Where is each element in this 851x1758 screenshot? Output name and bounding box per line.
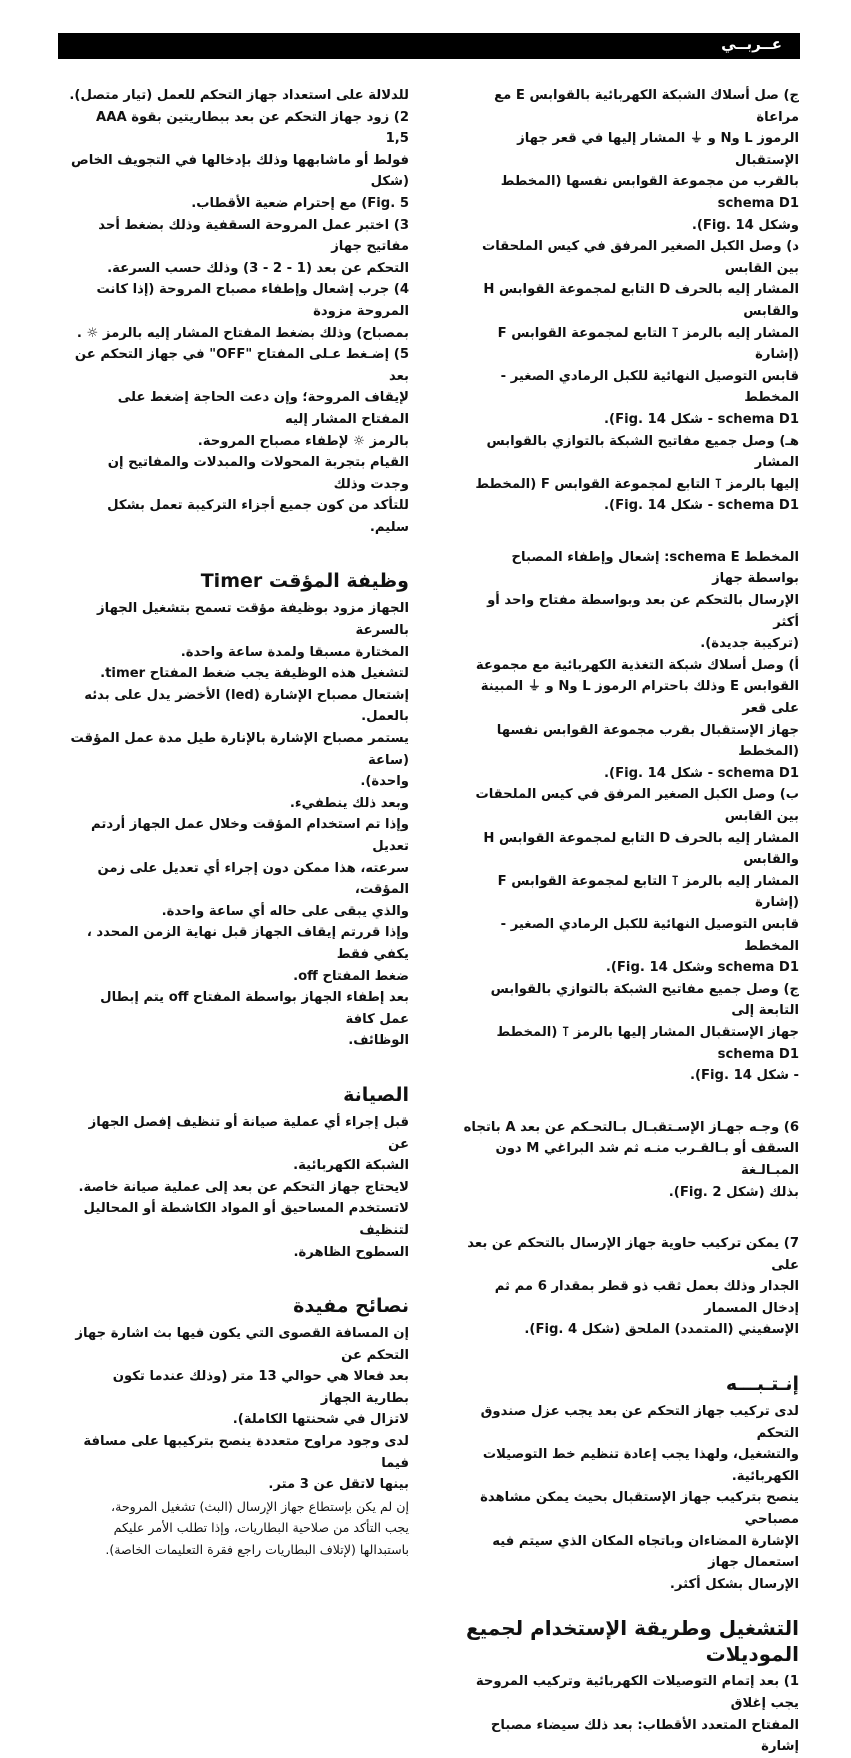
timer-heading: وظيفة المؤقت Timer (200, 570, 409, 593)
text-line: إليها بالرمز ⊺ التابع لمجموعة القوابس F (المخطط (475, 476, 799, 492)
text-line: وإذا تم استخدام المؤقت وخلال عمل الجهاز أردتم تعديل (91, 817, 409, 854)
operation-section (459, 1671, 799, 1757)
text-line: السقف أو بـالقـرب منـه ثم شد البراغي M دون المبـالـغة (495, 1141, 799, 1178)
text-line: 1) بعد إتمام التوصيلات الكهربائية وتركيب المروحة يجب إغلاق (475, 1674, 799, 1711)
attention-heading: إنـتـبـــه (725, 1373, 799, 1396)
text-line: الجدار وذلك بعمل ثقب ذو قطر بمقدار 6 مم ثم إدخال المسمار (494, 1279, 799, 1316)
text-line: schema D1 - شكل Fig. 14). (604, 765, 799, 781)
text-line: الرموز L وN و ⏚ المشار إليها في قعر جهاز الإستقبال (517, 131, 799, 168)
text-line: المفتاح المتعدد الأقطاب: بعد ذلك سيضاء مصباح إشارة (490, 1717, 799, 1755)
text-line: 2) زود جهاز التحكم عن بعد ببطاريتين بقوة AAA 1,5 (96, 109, 409, 147)
text-line: واحدة). (360, 774, 409, 790)
text-line: الإرسال بالتحكم عن بعد وبواسطة مفتاح واحد أو أكثر (487, 593, 799, 630)
text-line: ج) وصل جميع مفاتيح الشبكة بالتوازي بالقوابس التابعة إلى (490, 981, 799, 1019)
text-line: 3) اختبر عمل المروحة السقفية وذلك بضغط أحد مفاتيح جهاز (98, 217, 409, 255)
text-line: باستبدالها (لإتلاف البطاريات راجع فقرة التعليمات الخاصة). (105, 1542, 409, 1558)
text-line: الإسفيني (المتمدد) الملحق (شكل Fig. 4). (524, 1322, 799, 1338)
right-column (459, 85, 799, 1758)
text-line: والذي يبقى على حاله أي ساعة واحدة. (161, 903, 409, 919)
language-label: عــربــي (721, 35, 782, 53)
text-line: لاتزال في شحنتها الكاملة). (232, 1412, 409, 1428)
text-line: 5) إضـغط عـلى المفتاح "OFF" في جهاز التحكم عن بعد (74, 347, 409, 384)
text-line: الإرسال بشكل أكثر. (669, 1576, 799, 1592)
text-line: schema D1 وشكل Fig. 14). (605, 960, 799, 976)
text-line: - شكل Fig. 14). (689, 1068, 799, 1084)
text-line: وشكل Fig. 14). (691, 217, 799, 233)
text-line: ينصح بتركيب جهاز الإستقبال بحيث يمكن مشاهدة مصباحي (480, 1490, 799, 1528)
text-line: بعد فعالا هي حوالي 13 متر (وذلك عندما تكون بطارية الجهاز (112, 1369, 409, 1406)
text-line: 7) يمكن تركيب حاوية جهاز الإرسال بالتحكم عن بعد على (467, 1236, 799, 1273)
text-line: للتأكد من كون جميع أجزاء التركيبة تعمل بشكل سليم. (107, 498, 409, 535)
operation-heading: التشغيل وطريقة الإستخدام لجميع الموديلات (465, 1616, 799, 1667)
text-line: ج) صل أسلاك الشبكة الكهربائية بالقوابس E مع مراعاة (494, 88, 799, 125)
text-line: د) وصل الكبل الصغير المرفق في كيس الملحقات بين القابس (481, 239, 799, 276)
text-line: الشبكة الكهربائية. (293, 1158, 409, 1174)
text-line: بعد إطفاء الجهاز بواسطة المفتاح off يتم إبطال عمل كافة (100, 990, 409, 1027)
text-line: لتشغيل هذه الوظيفة يجب ضغط المفتاح timer. (100, 666, 409, 682)
step-7 (459, 1233, 799, 1341)
text-line: المخطط schema E: إشعال وإطفاء المصباح بواسطة جهاز (511, 549, 799, 587)
text-line: والتشغيل، ولهذا يجب إعادة تنظيم خط التوصيلات (482, 1447, 799, 1463)
text-line: القيام بتجربة المحولات والمبدلات والمفاتيح إن وجدت وذلك (107, 455, 409, 492)
text-line: الإشارة المضاءان وباتجاه المكان الذي سيتم فيه استعمال جهاز (492, 1533, 799, 1571)
tips-section (69, 1323, 409, 1561)
text-line: إن المسافة القصوى التي يكون فيها بث اشارة جهاز التحكم عن (75, 1326, 409, 1363)
text-line: Fig. 5) مع إحترام ضعية الأقطاب. (191, 195, 409, 211)
schema-e-section (459, 547, 799, 1087)
text-line: إشتعال مصباح الإشارة (led) الأخضر يدل على بدئه بالعمل. (84, 687, 409, 725)
step-6 (459, 1117, 799, 1203)
text-line: جهاز الإستقبال المشار إليها بالرمز ⊺ (المخطط schema D1 (496, 1024, 799, 1062)
text-line: (تركيبة جديدة). (700, 636, 799, 652)
maintenance-heading: الصيانة (343, 1083, 409, 1106)
text-line: schema D1 - شكل Fig. 14). (604, 411, 799, 427)
text-line: المشار إليه بالرمز ⊺ التابع لمجموعة القوابس F (إشارة (497, 873, 799, 911)
text-line: للدلالة على استعداد جهاز التحكم للعمل (تيار متصل). (69, 88, 409, 103)
text-line: بمصباح) وذلك بضغط المفتاح المشار إليه بالرمز ☼ . (76, 325, 409, 341)
text-line: لإيقاف المروحة؛ وإن دعت الحاجة إضغط على المفتاح المشار إليه (117, 390, 409, 427)
text-line: سرعته، هذا ممكن دون إجراء أي تعديل على زمن المؤقت، (97, 860, 409, 898)
tips-heading: نصائح مفيدة (293, 1295, 409, 1318)
page-header-bar (58, 33, 800, 59)
text-line: التحكم عن بعد (1 - 2 - 3) وذلك حسب السرعة. (107, 260, 409, 276)
text-line: وبعد ذلك ينطفيء. (289, 795, 409, 811)
connection-steps-d1 (459, 85, 799, 517)
maintenance-section (69, 1112, 409, 1263)
text-line: لدى تركيب جهاز التحكم عن بعد يجب عزل صندوق التحكم (480, 1404, 799, 1441)
text-line: 4) جرب إشعال وإطفاء مصباح المروحة (إذا كانت المروحة مزودة (96, 282, 409, 319)
text-line: الجهاز مزود بوظيفة مؤقت تسمح بتشغيل الجهاز بالسرعة (97, 601, 409, 639)
text-line: إن لم يكن بإستطاع جهاز الإرسال (البث) تشغيل المروحة، (111, 1498, 409, 1514)
text-line: قابس التوصيل النهائية للكبل الرمادي الصغير - المخطط (500, 916, 799, 954)
attention-section (459, 1401, 799, 1595)
text-line: قابس التوصيل النهائية للكبل الرمادي الصغير - المخطط (500, 368, 799, 406)
text-line: بينها لاتقل عن 3 متر. (268, 1477, 409, 1493)
text-line: بالرمز ☼ لإطفاء مصباح المروحة. (197, 433, 409, 449)
text-line: ب) وصل الكبل الصغير المرفق في كيس الملحقات بين القابس (475, 787, 799, 824)
text-line: لاتستخدم المساحيق أو المواد الكاشطة أو المحاليل لتنظيف (83, 1201, 409, 1238)
text-line: قبل إجراء أي عملية صيانة أو تنظيف إفصل الجهاز عن (88, 1114, 409, 1152)
text-line: ضغط المفتاح off. (293, 968, 409, 984)
text-line: القوابس E وذلك باحترام الرموز L وN و ⏚ المبينة على قعر (480, 679, 799, 717)
text-line: المشار إليه بالحرف D التابع لمجموعة القوابس H والقابس (483, 830, 799, 868)
text-line: بذلك (شكل Fig. 2). (668, 1184, 799, 1200)
text-line: هـ) وصل جميع مفاتيح الشبكة بالتوازي بالقوابس المشار (486, 433, 799, 471)
text-line: أ) وصل أسلاك شبكة التغذية الكهربائية مع مجموعة (475, 657, 799, 673)
text-line: يجب التأكد من صلاحية البطاريات، وإذا تطلب الأمر عليكم (113, 1520, 409, 1536)
text-line: المختارة مسبقا ولمدة ساعة واحدة. (180, 644, 409, 660)
text-line: المشار إليه بالرمز ⊺ التابع لمجموعة القوابس F (إشارة (497, 325, 799, 363)
timer-section (69, 598, 409, 1051)
left-column (69, 85, 409, 1561)
text-line: لايحتاج جهاز التحكم عن بعد إلى عملية صيانة خاصة. (78, 1179, 409, 1195)
text-line: وإذا قررتم إيقاف الجهاز قبل نهاية الزمن المحدد ، يكفي فقط (86, 925, 409, 962)
text-line: الوظائف. (348, 1033, 409, 1049)
text-line: schema D1 - شكل Fig. 14). (604, 498, 799, 514)
text-line: بالقرب من مجموعة القوابس نفسها (المخطط schema D1 (500, 174, 799, 211)
text-line: الكهربائية. (731, 1468, 799, 1484)
text-line: جهاز الإستقبال بقرب مجموعة القوابس نفسها (المخطط (496, 722, 799, 760)
text-line: يستمر مصباح الإشارة بالإنارة طيل مدة عمل المؤقت (ساعة (70, 731, 409, 768)
text-line: لدى وجود مراوح متعددة ينصح بتركيبها على مسافة فيما (83, 1434, 409, 1471)
text-line: فولط أو ماشابهها وذلك بإدخالها في التجويف الخاص (شكل (70, 152, 409, 190)
operation-steps-continued (69, 85, 409, 538)
text-line: السطوح الظاهرة. (293, 1244, 409, 1260)
text-line: المشار إليه بالحرف D التابع لمجموعة القوابس H والقابس (483, 282, 799, 319)
text-line: 6) وجـه جهـاز الإسـتقبـال بـالتحـكم عن بعد A باتجاه (463, 1119, 799, 1135)
